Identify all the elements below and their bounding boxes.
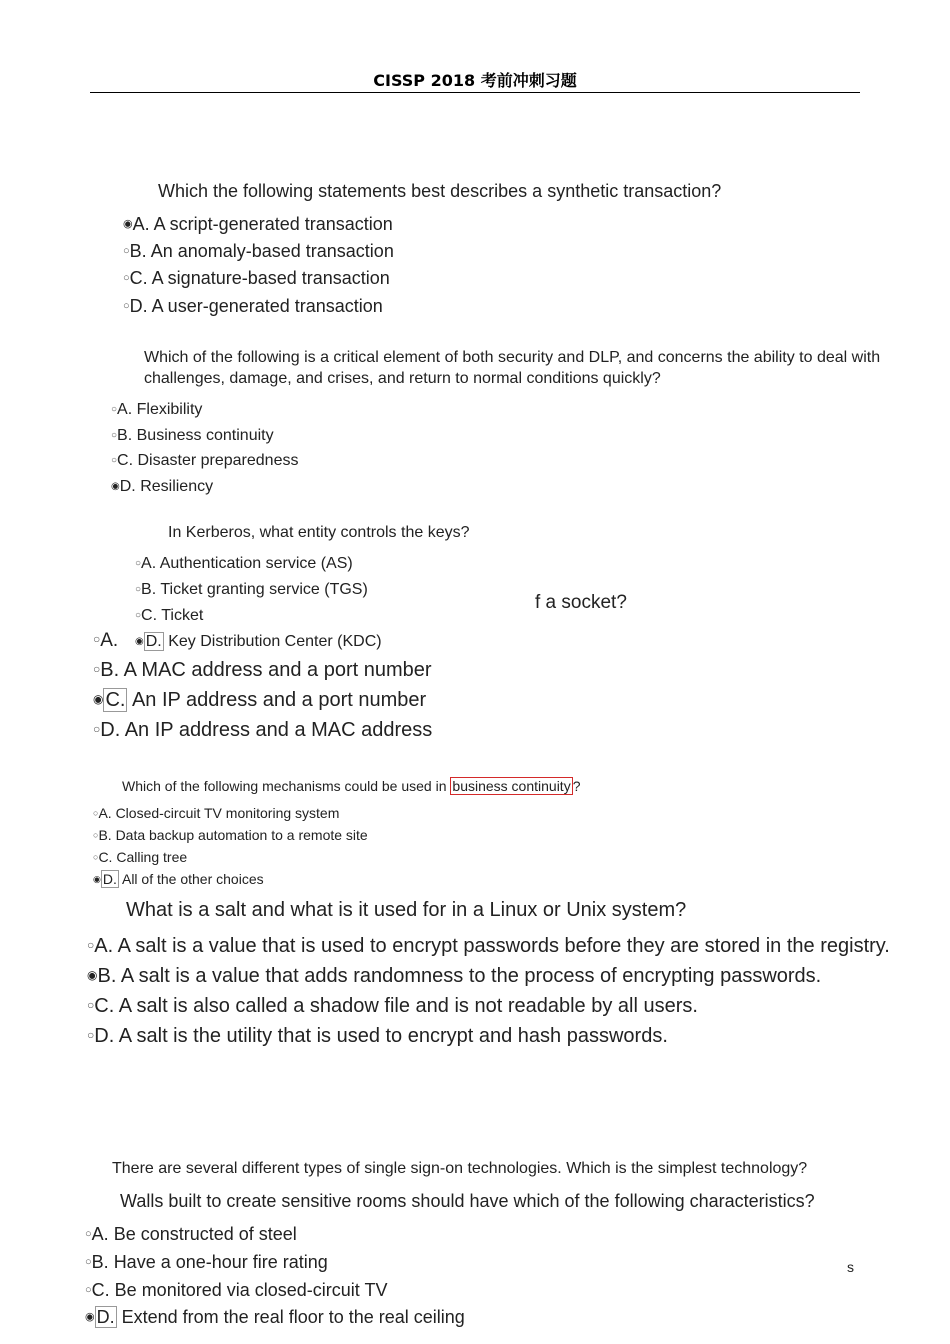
q5-option-a[interactable]: ○A. Closed-circuit TV monitoring system xyxy=(93,805,340,821)
q6-option-a[interactable]: ○A. A salt is a value that is used to encrypt passwords before they are stored in the registry. xyxy=(87,935,890,957)
q8-option-d[interactable]: ◉ D. Extend from the real floor to the real ceiling xyxy=(85,1307,465,1327)
question-6-text: What is a salt and what is it used for in a Linux or Unix system? xyxy=(126,899,687,921)
radio-unselected-icon[interactable]: ○ xyxy=(87,998,95,1012)
question-2-line-1: Which of the following is a critical element of both security and DLP, and concerns the ability to deal with xyxy=(144,349,881,366)
question-5-text: Which of the following mechanisms could be used in business continuity ? xyxy=(122,778,581,794)
radio-unselected-icon[interactable]: ○ xyxy=(93,632,101,646)
q8-option-b[interactable]: ○B. Have a one-hour fire rating xyxy=(85,1252,328,1272)
radio-unselected-icon[interactable]: ○ xyxy=(135,584,142,595)
radio-unselected-icon[interactable]: ○ xyxy=(123,245,130,257)
q2-option-b[interactable]: ○B. Business continuity xyxy=(111,427,274,444)
radio-selected-icon[interactable]: ◉ xyxy=(111,481,120,492)
q6-option-b[interactable]: ◉B. A salt is a value that adds randomness to the process of encrypting passwords. xyxy=(87,965,822,987)
radio-selected-icon[interactable]: ◉ xyxy=(123,218,133,230)
q5-option-c[interactable]: ○C. Calling tree xyxy=(93,849,188,865)
radio-selected-icon[interactable]: ◉ xyxy=(93,692,104,706)
radio-selected-icon[interactable]: ◉ xyxy=(87,968,98,982)
radio-selected-icon[interactable]: ◉ xyxy=(93,874,101,884)
q1-option-d[interactable]: ○D. A user-generated transaction xyxy=(123,296,383,316)
q2-option-a[interactable]: ○A. Flexibility xyxy=(111,401,203,418)
q1-option-c[interactable]: ○C. A signature-based transaction xyxy=(123,268,390,288)
q4-option-b[interactable]: ○B. A MAC address and a port number xyxy=(93,659,432,681)
q3-option-b[interactable]: ○B. Ticket granting service (TGS) xyxy=(135,581,368,598)
radio-unselected-icon[interactable]: ○ xyxy=(135,610,142,621)
q2-option-c[interactable]: ○C. Disaster preparedness xyxy=(111,452,299,469)
q1-option-a[interactable]: ◉A. A script-generated transaction xyxy=(123,214,393,234)
q3-option-d[interactable]: ◉ D. Key Distribution Center (KDC) xyxy=(135,633,382,650)
q1-option-b[interactable]: ○B. An anomaly-based transaction xyxy=(123,241,394,261)
radio-unselected-icon[interactable]: ○ xyxy=(111,430,118,441)
radio-unselected-icon[interactable]: ○ xyxy=(93,722,101,736)
question-4-fragment: f a socket? xyxy=(535,592,627,613)
question-2-line-2: challenges, damage, and crises, and return to normal conditions quickly? xyxy=(144,370,661,387)
question-3-text: In Kerberos, what entity controls the keys? xyxy=(168,524,470,541)
header-title: CISSP 2018 考前冲刺习题 xyxy=(373,71,577,90)
q4-option-a[interactable]: ○A. xyxy=(93,630,119,651)
radio-unselected-icon[interactable]: ○ xyxy=(123,272,130,284)
q4-option-d[interactable]: ○D. An IP address and a MAC address xyxy=(93,719,433,741)
radio-unselected-icon[interactable]: ○ xyxy=(123,300,130,312)
q5-option-d[interactable]: ◉ D. All of the other choices xyxy=(93,871,264,887)
q6-option-c[interactable]: ○C. A salt is also called a shadow file and is not readable by all users. xyxy=(87,995,698,1017)
radio-unselected-icon[interactable]: ○ xyxy=(85,1284,92,1296)
radio-unselected-icon[interactable]: ○ xyxy=(93,830,99,840)
radio-selected-icon[interactable]: ◉ xyxy=(135,636,144,647)
radio-unselected-icon[interactable]: ○ xyxy=(93,852,99,862)
highlighted-term: business continuity xyxy=(452,778,571,794)
radio-unselected-icon[interactable]: ○ xyxy=(93,662,101,676)
q5-option-b[interactable]: ○B. Data backup automation to a remote site xyxy=(93,827,368,843)
radio-unselected-icon[interactable]: ○ xyxy=(111,404,118,415)
q3-option-c[interactable]: ○C. Ticket xyxy=(135,607,204,624)
radio-unselected-icon[interactable]: ○ xyxy=(85,1256,92,1268)
stray-mark: s xyxy=(847,1259,854,1275)
q6-option-d[interactable]: ○D. A salt is the utility that is used to encrypt and hash passwords. xyxy=(87,1025,668,1047)
page-header xyxy=(90,68,860,93)
radio-unselected-icon[interactable]: ○ xyxy=(87,938,95,952)
radio-unselected-icon[interactable]: ○ xyxy=(93,808,99,818)
q8-option-a[interactable]: ○A. Be constructed of steel xyxy=(85,1224,297,1244)
radio-selected-icon[interactable]: ◉ xyxy=(85,1311,95,1323)
question-1-text: Which the following statements best describes a synthetic transaction? xyxy=(158,181,722,201)
radio-unselected-icon[interactable]: ○ xyxy=(87,1028,95,1042)
radio-unselected-icon[interactable]: ○ xyxy=(135,558,142,569)
q8-option-c[interactable]: ○C. Be monitored via closed-circuit TV xyxy=(85,1280,388,1300)
radio-unselected-icon[interactable]: ○ xyxy=(85,1228,92,1240)
question-8-text: Walls built to create sensitive rooms should have which of the following characteristics? xyxy=(120,1191,815,1211)
question-7-text: There are several different types of single sign-on technologies. Which is the simplest technology? xyxy=(112,1160,808,1177)
radio-unselected-icon[interactable]: ○ xyxy=(111,455,118,466)
q2-option-d[interactable]: ◉D. Resiliency xyxy=(111,478,214,495)
q4-option-c[interactable]: ◉ C. An IP address and a port number xyxy=(93,689,427,711)
q3-option-a[interactable]: ○A. Authentication service (AS) xyxy=(135,555,353,572)
